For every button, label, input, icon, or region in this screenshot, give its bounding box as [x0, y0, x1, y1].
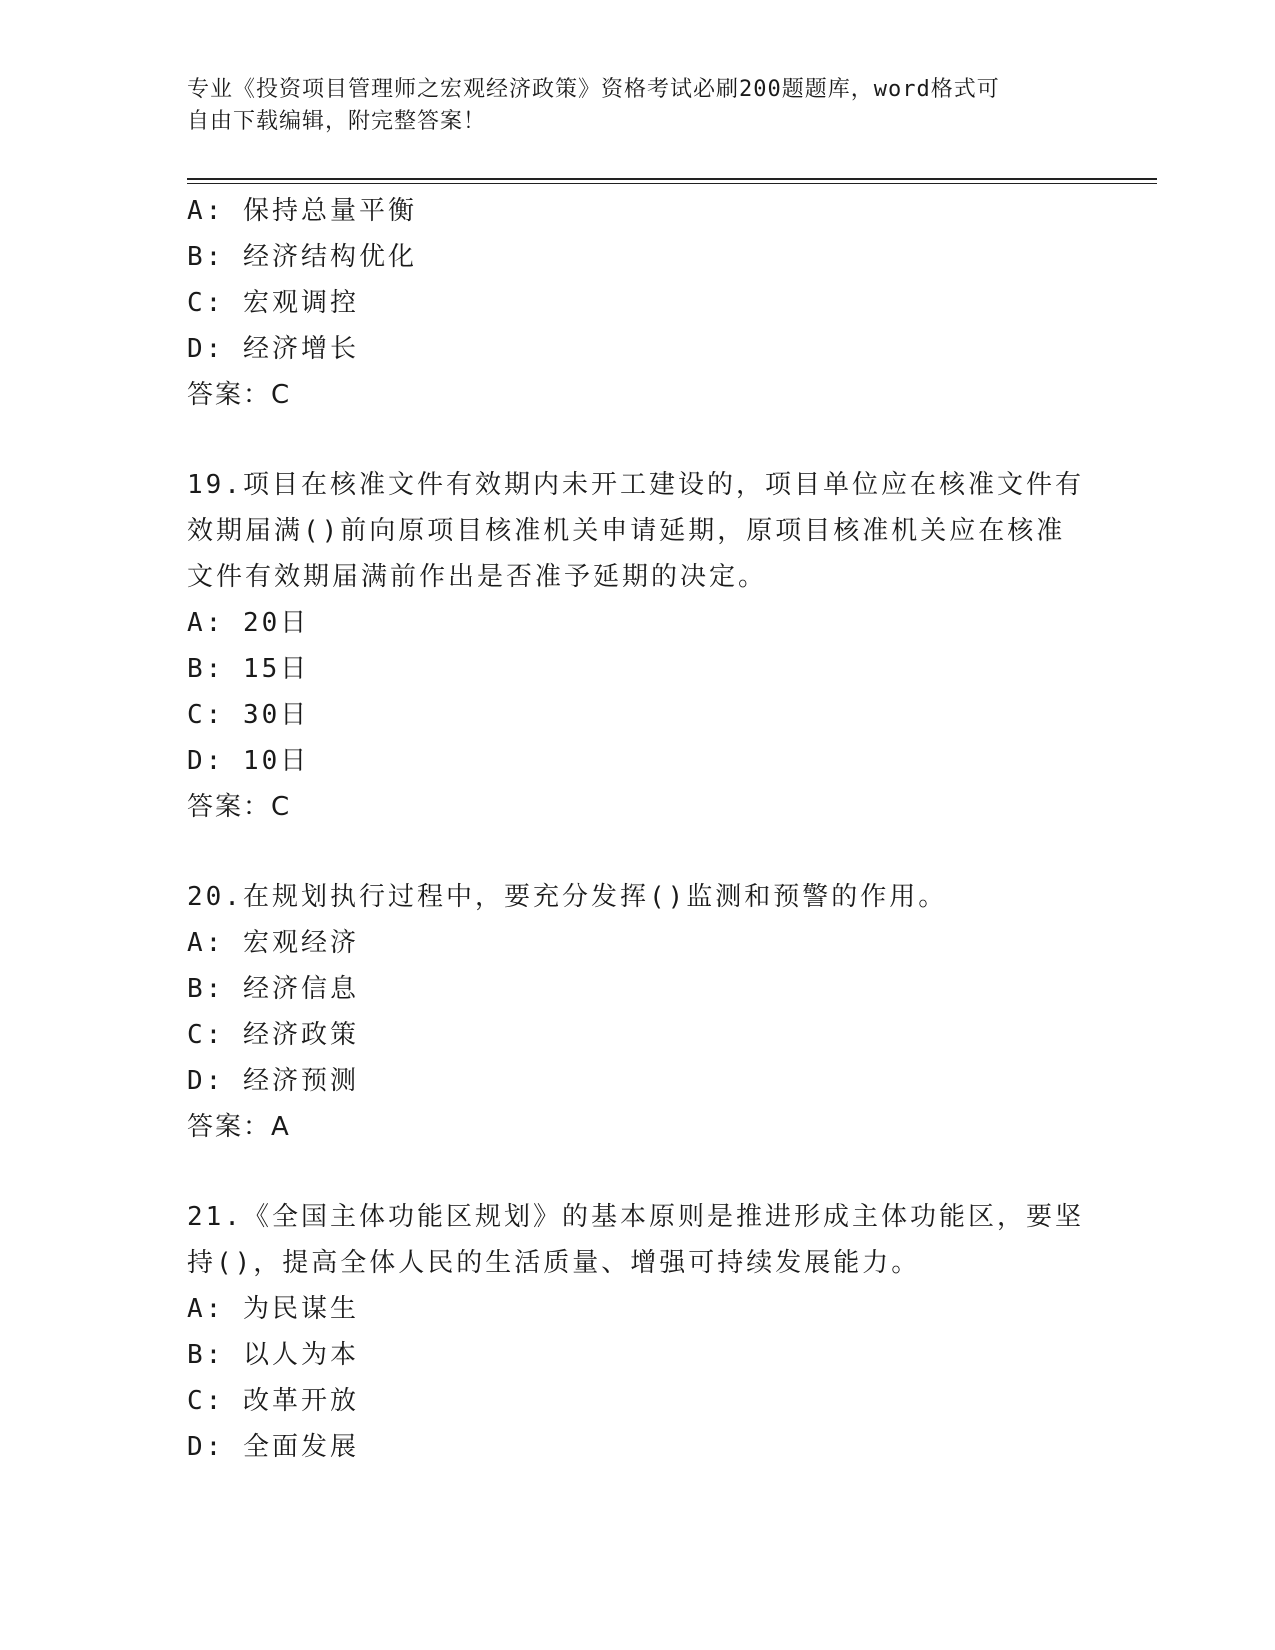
option-b: B: 15日	[187, 654, 310, 684]
option-c: C: 经济政策	[187, 1020, 359, 1050]
stem-line: 文件有效期届满前作出是否准予延期的决定。	[187, 562, 768, 592]
answer-line: 答案：A	[187, 1112, 291, 1142]
option-d: D: 10日	[187, 746, 310, 776]
question-21	[187, 1194, 1087, 1470]
option-b: B: 经济结构优化	[187, 242, 417, 272]
question-18	[187, 188, 1087, 418]
option-a: A: 保持总量平衡	[187, 196, 417, 226]
option-a: A: 宏观经济	[187, 928, 359, 958]
stem-line: 20.在规划执行过程中，要充分发挥()监测和预警的作用。	[187, 882, 948, 912]
option-c: C: 改革开放	[187, 1386, 359, 1416]
header-divider-thin	[187, 183, 1157, 184]
option-d: D: 全面发展	[187, 1432, 359, 1462]
option-b: B: 以人为本	[187, 1340, 359, 1370]
header-divider-thick	[187, 178, 1157, 180]
stem-line: 21.《全国主体功能区规划》的基本原则是推进形成主体功能区，要坚	[187, 1202, 1084, 1232]
answer-line: 答案：C	[187, 380, 292, 410]
question-stem	[187, 874, 1087, 920]
question-list	[187, 188, 1087, 1470]
stem-line: 19.项目在核准文件有效期内未开工建设的，项目单位应在核准文件有	[187, 470, 1084, 500]
option-c: C: 30日	[187, 700, 310, 730]
document-header	[187, 74, 1087, 138]
question-20	[187, 874, 1087, 1150]
stem-line: 持()，提高全体人民的生活质量、增强可持续发展能力。	[187, 1248, 921, 1278]
option-d: D: 经济预测	[187, 1066, 359, 1096]
option-b: B: 经济信息	[187, 974, 359, 1004]
stem-line: 效期届满()前向原项目核准机关申请延期，原项目核准机关应在核准	[187, 516, 1066, 546]
answer-line: 答案：C	[187, 792, 292, 822]
option-d: D: 经济增长	[187, 334, 359, 364]
header-line-2: 自由下载编辑，附完整答案！	[187, 109, 487, 134]
header-line-1: 专业《投资项目管理师之宏观经济政策》资格考试必刷200题题库，word格式可	[187, 77, 1000, 102]
question-stem	[187, 1194, 1087, 1286]
question-19	[187, 462, 1087, 830]
question-stem	[187, 462, 1087, 600]
option-a: A: 为民谋生	[187, 1294, 359, 1324]
option-a: A: 20日	[187, 608, 310, 638]
option-c: C: 宏观调控	[187, 288, 359, 318]
